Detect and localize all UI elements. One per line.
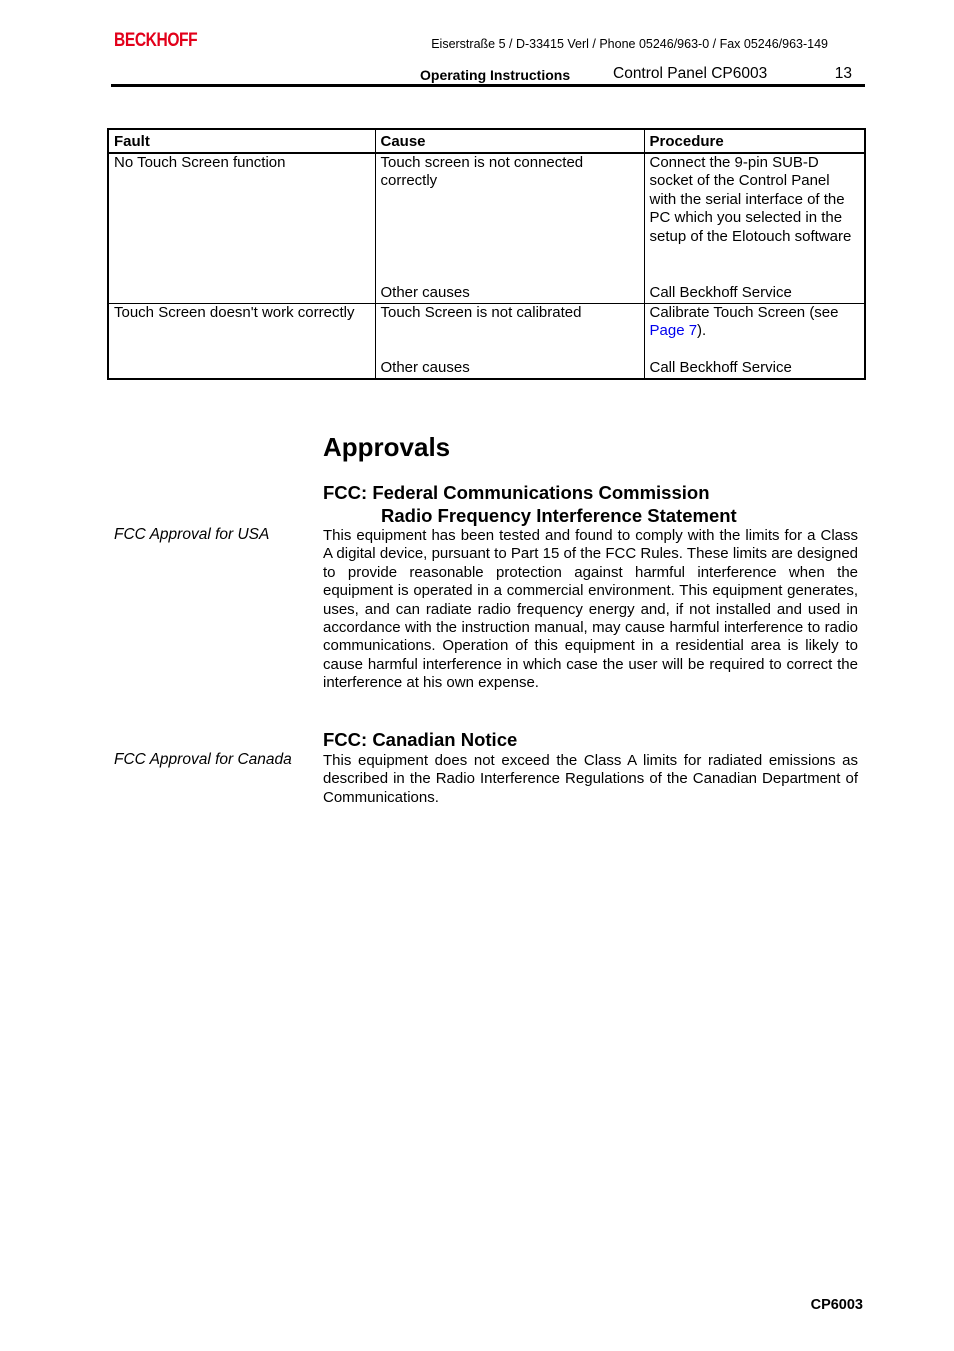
fault-text: No Touch Screen function	[114, 153, 286, 171]
footer-product-code: CP6003	[810, 1297, 863, 1313]
fcc-usa-side-label: FCC Approval for USA	[114, 526, 270, 543]
product-name: Control Panel CP6003	[613, 65, 768, 82]
column-header-cause: Cause	[375, 129, 644, 153]
table-row	[108, 303, 865, 379]
procedure-text: Connect the 9-pin SUB-D socket of the Control Panel with the serial interface of the PC which you selected in the setup of the Elotouch software	[649, 153, 852, 245]
cause-cell	[375, 303, 644, 379]
table-header-row	[108, 129, 865, 153]
fault-cell	[108, 303, 375, 379]
cause-text-other: Other causes	[380, 359, 470, 376]
procedure-cell	[644, 153, 865, 304]
fcc-usa-body: This equipment has been tested and found to comply with the limits for a Class A digital device, pursuant to Part 15 of the FCC Rules. These limits are designed to provide reasonable protection against harmful interference when the equipment is operated in a commercial environment. This equipment generates, uses, and can radiate radio frequency energy and, if not installed and used in accordance with the instruction manual, may cause harmful interference to radio communications. Operation of this equipment in a residential area is likely to cause harmful interference in which case the user will be required to correct the interference at his own expense.	[323, 527, 858, 692]
procedure-text	[650, 304, 860, 341]
procedure-suffix: ).	[697, 322, 707, 339]
approvals-title: Approvals	[323, 432, 451, 462]
cause-cell	[375, 153, 644, 304]
cause-text: Touch screen is not connected correctly	[380, 153, 584, 189]
cause-text: Touch Screen is not calibrated	[380, 303, 582, 321]
column-header-procedure: Procedure	[644, 129, 865, 153]
procedure-text-service: Call Beckhoff Service	[649, 359, 792, 376]
page-number: 13	[834, 65, 852, 82]
table-row	[108, 153, 865, 304]
procedure-text-service: Call Beckhoff Service	[649, 284, 792, 301]
troubleshooting-table	[107, 128, 866, 380]
column-header-fault: Fault	[108, 129, 375, 153]
company-address: Eiserstraße 5 / D-33415 Verl / Phone 05246/963-0 / Fax 05246/963-149	[431, 37, 828, 51]
page-7-link[interactable]: Page 7	[649, 322, 698, 339]
fcc-canada-heading: FCC: Canadian Notice	[323, 729, 518, 750]
header-rule	[111, 84, 865, 87]
fault-text: Touch Screen doesn't work correctly	[114, 303, 355, 321]
cause-text-other: Other causes	[380, 284, 470, 301]
fcc-canada-side-label: FCC Approval for Canada	[114, 751, 292, 768]
fcc-usa-subheading: Radio Frequency Interference Statement	[381, 505, 737, 526]
procedure-prefix: Calibrate Touch Screen (see	[649, 303, 839, 321]
fault-cell	[108, 153, 375, 304]
beckhoff-logo: BECKHOFF	[114, 30, 198, 51]
procedure-cell	[644, 303, 865, 379]
fcc-usa-heading: FCC: Federal Communications Commission	[323, 482, 710, 503]
fcc-canada-body: This equipment does not exceed the Class A limits for radiated emissions as described in the Radio Interference Regulations of the Canadian Department of Communications.	[323, 752, 858, 806]
doc-type: Operating Instructions	[420, 67, 571, 83]
